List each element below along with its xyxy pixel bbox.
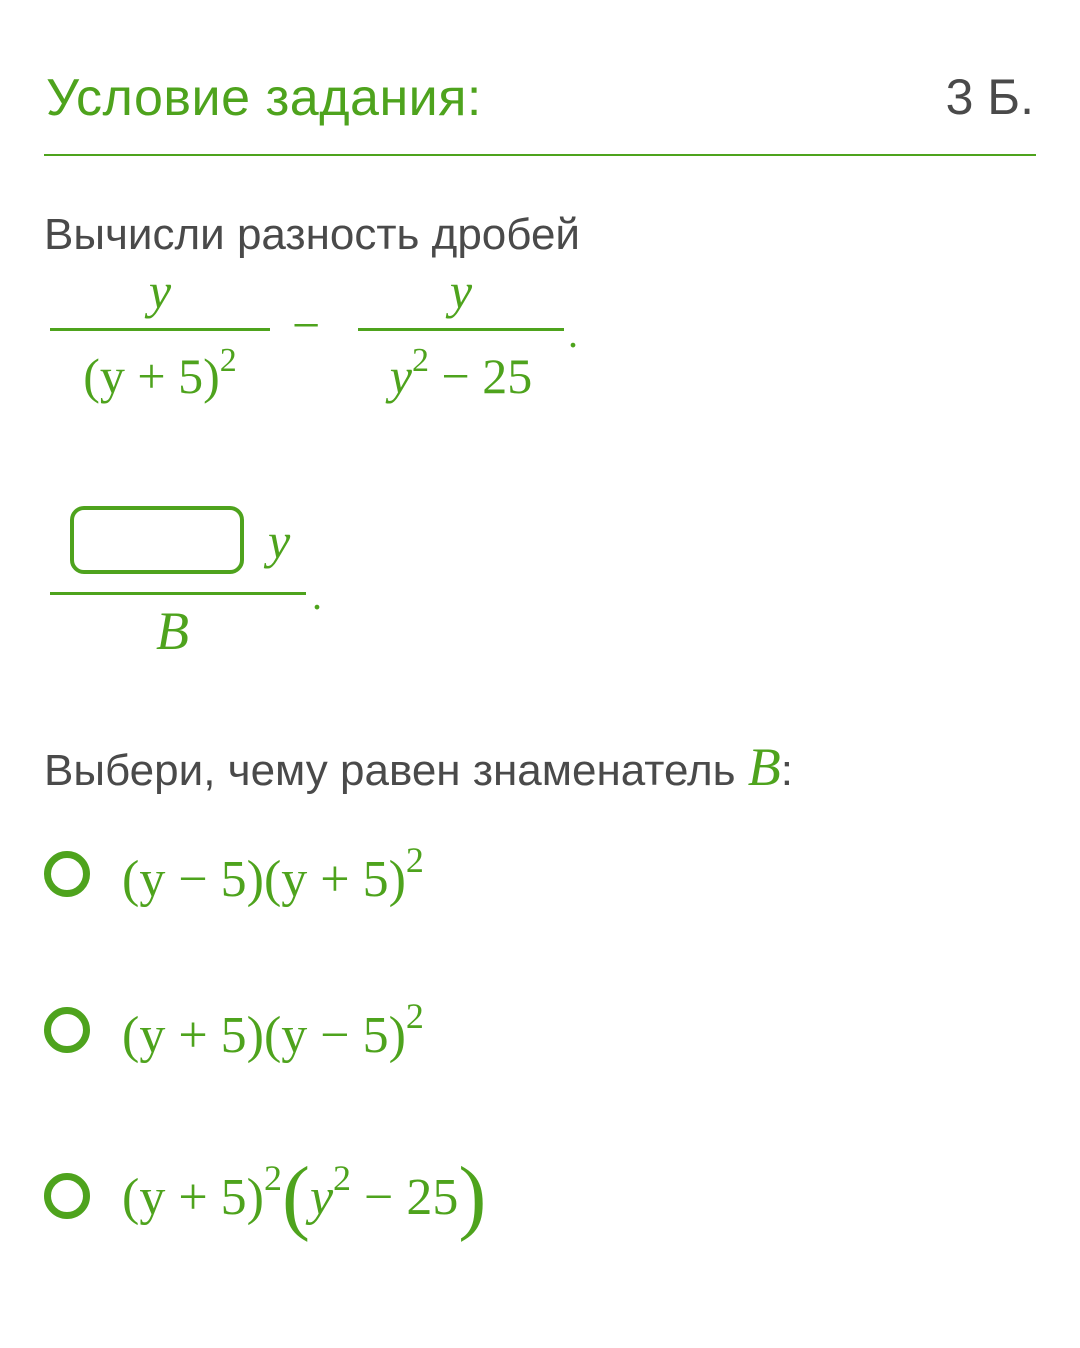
radio-icon[interactable] (44, 1007, 90, 1053)
question-text (44, 736, 793, 798)
task-instruction: Вычисли разность дробей (44, 210, 581, 259)
fraction-1 (50, 262, 270, 422)
fraction-2-bar (358, 328, 564, 331)
fraction-1-bar (50, 328, 270, 331)
result-bar (50, 592, 306, 595)
radio-icon[interactable] (44, 1173, 90, 1219)
fraction-2 (358, 262, 564, 422)
expression-period: . (568, 311, 578, 356)
question-colon: : (780, 746, 794, 795)
option-2[interactable] (44, 990, 424, 1070)
option-2-label[interactable]: $(y + 5)(y - 5)^2$ (122, 996, 424, 1064)
option-1[interactable] (44, 834, 424, 914)
result-denominator: B (156, 601, 189, 661)
option-1-label[interactable]: $(y - 5)(y + 5)^2$ (122, 840, 424, 908)
result-numerator-var: y (268, 513, 291, 569)
task-header (44, 60, 1036, 156)
task-points: 3 Б. (945, 69, 1034, 125)
result-fraction-bar (50, 592, 306, 596)
option-3[interactable] (44, 1149, 487, 1243)
question-var: B (747, 737, 781, 797)
fraction-2-numerator: y (449, 263, 473, 319)
fraction-2-denominator: $y^2 - 25$ (389, 342, 533, 404)
minus-sign: − (292, 297, 321, 353)
result-period: . (312, 573, 322, 618)
fraction-1-denominator: $(y + 5)^2$ (83, 342, 237, 404)
radio-icon[interactable] (44, 851, 90, 897)
answer-input-box[interactable] (70, 506, 244, 574)
task-title: Условие задания: (46, 69, 482, 127)
question-label: Выбери, чему равен знаменатель (44, 746, 736, 795)
fraction-1-numerator: y (148, 263, 172, 319)
option-3-label[interactable]: $(y + 5)^2(y^2 - 25)$ (122, 1149, 487, 1243)
